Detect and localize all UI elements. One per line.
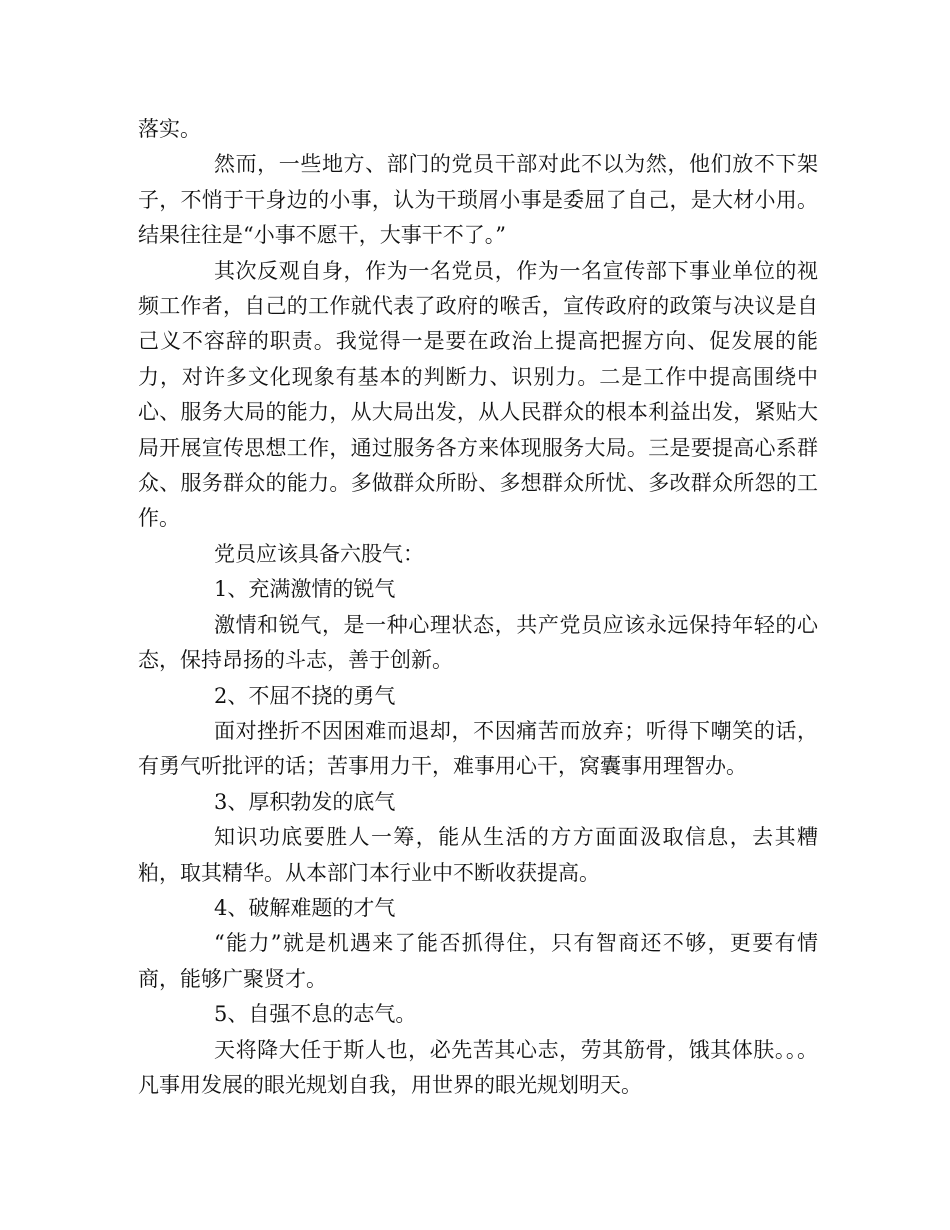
list-heading-1: 1、充满激情的锐气	[214, 577, 396, 602]
list-heading-5: 5、自强不息的志气。	[214, 1002, 417, 1027]
list-heading-4: 4、破解难题的才气	[214, 895, 396, 920]
paragraph-continuation: 落实。	[138, 117, 201, 141]
list-body-2: 面对挫折不因困难而退却，不因痛苦而放弃；听得下嘲笑的话，有勇气听批评的话；苦事用力干，难事用心干，窝囊事用理智办。	[138, 718, 818, 779]
list-heading-2: 2、不屈不挠的勇气	[214, 683, 396, 708]
list-heading-3: 3、厚积勃发的底气	[214, 789, 396, 814]
list-body-1: 激情和锐气，是一种心理状态，共产党员应该永远保持年轻的心态，保持昂扬的斗志，善于创新。	[138, 612, 818, 673]
list-body-4: “能力”就是机遇来了能否抓得住，只有智商还不够，更要有情商，能够广聚贤才。	[138, 931, 818, 991]
paragraph-1: 然而，一些地方、部门的党员干部对此不以为然，他们放不下架子，不悄于干身边的小事，认为干琐屑小事是委屈了自己，是大材小用。结果往往是“小事不愿干，大事干不了。”	[138, 152, 818, 248]
document-body	[138, 112, 818, 1103]
paragraph-2: 其次反观自身，作为一名党员，作为一名宣传部下事业单位的视频工作者，自己的工作就代表了政府的喉舌，宣传政府的政策与决议是自己义不容辞的职责。我觉得一是要在政治上提高把握方向、促发展的能力，对许多文化现象有基本的判断力、识别力。二是工作中提高围绕中心、服务大局的能力，从大局出发，从人民群众的根本利益出发，紧贴大局开展宣传思想工作，通过服务各方来体现服务大局。三是要提高心系群众、服务群众的能力。多做群众所盼、多想群众所忧、多改群众所怨的工作。	[138, 258, 818, 531]
list-body-3: 知识功底要胜人一筹，能从生活的方方面面汲取信息，去其糟粕，取其精华。从本部门本行业中不断收获提高。	[138, 825, 818, 885]
paragraph-intro-list: 党员应该具备六股气：	[214, 541, 424, 566]
list-body-5: 天将降大任于斯人也，必先苦其心志，劳其筋骨，饿其体肤。。。凡事用发展的眼光规划自我，用世界的眼光规划明天。	[138, 1037, 818, 1097]
